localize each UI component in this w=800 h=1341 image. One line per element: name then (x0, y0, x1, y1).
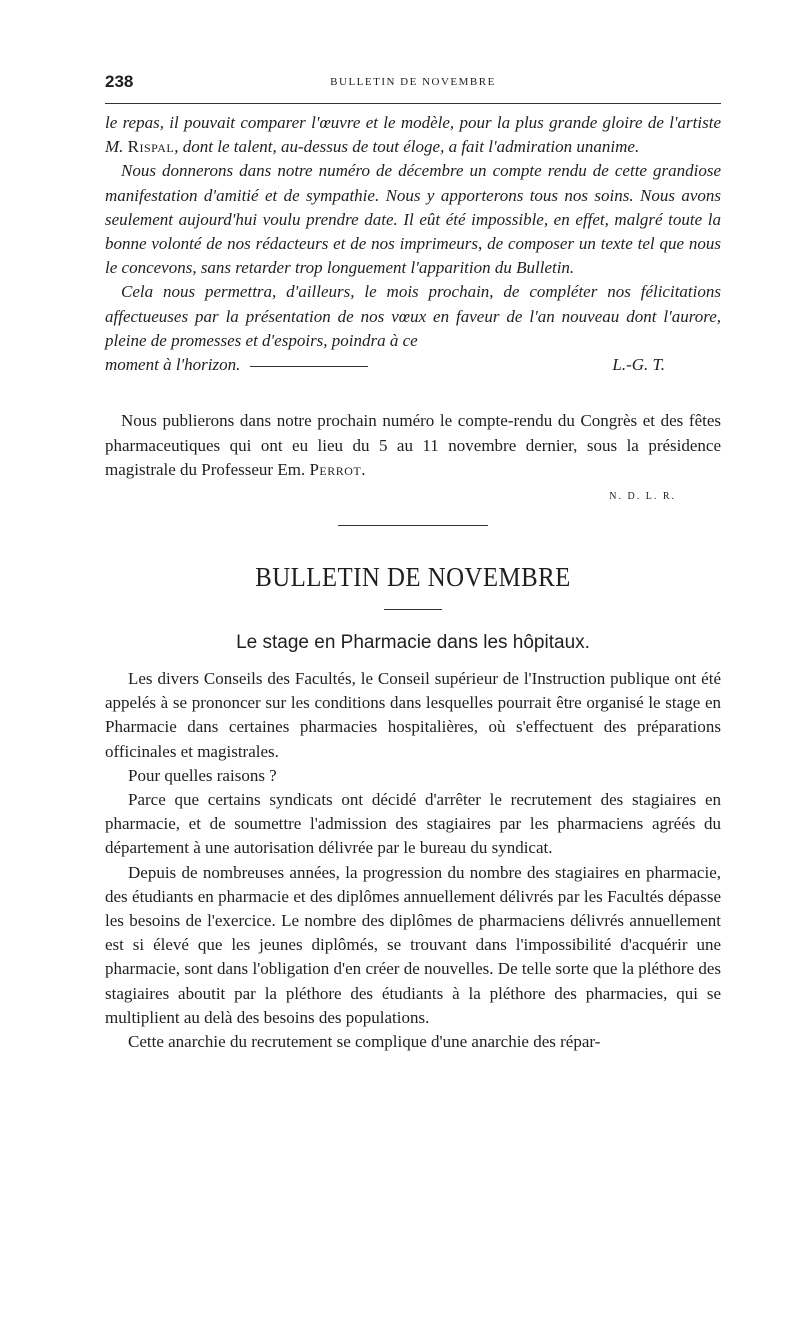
title-rule (384, 609, 442, 610)
editorial-p3-end: moment à l'horizon. (105, 355, 241, 375)
notice-paragraph (105, 409, 721, 483)
main-title: BULLETIN DE NOVEMBRE (255, 562, 571, 593)
article-paragraph: Cette anarchie du recrutement se complique d'une anarchie des répar- (128, 1032, 601, 1052)
article-paragraph: Les divers Conseils des Facultés, le Conseil supérieur de l'Instruction publique ont été appelés à se prononcer sur les conditions dans lesquelles pourrait être organisé le stage en Pharmacie dans certaines pharmacies hospitalières, où s'effectuent des préparations officinales et magistrales. (105, 669, 721, 761)
header-rule (105, 103, 721, 104)
professor-name: Perrot (309, 460, 362, 480)
editorial-p1-text: le repas, il pouvait comparer l'œuvre et le modèle, pour la plus grande gloire de l'artiste M. (105, 113, 721, 157)
editorial-text (105, 111, 721, 377)
editorial-closing-line (105, 353, 721, 377)
article-subtitle: Le stage en Pharmacie dans les hôpitaux. (236, 632, 590, 654)
running-title: BULLETIN DE NOVEMBRE (330, 76, 496, 88)
page-number: 238 (105, 72, 134, 91)
notice-signature: N. D. L. R. (609, 490, 676, 502)
separator-rule (250, 366, 368, 367)
article-paragraph: Parce que certains syndicats ont décidé d'arrêter le recrutement des stagiaires en pharmacie, et de soumettre l'admission des stagiaires par les pharmaciens agréés du département à une autorisation délivrée par le bureau du syndicat. (105, 790, 721, 858)
article-paragraph: Pour quelles raisons ? (128, 765, 277, 785)
editorial-paragraph: Cela nous permettra, d'ailleurs, le mois prochain, de compléter nos félicitations affectueuses par la présentation de nos vœux en faveur de l'an nouveau dont l'aurore, pleine de promesses et d'espoirs, poindra à ce (105, 282, 721, 350)
editorial-paragraph (105, 111, 721, 159)
article-paragraph: Depuis de nombreuses années, la progression du nombre des stagiaires en pharmacie, des étudiants en pharmacie et des diplômes annuellement délivrés par les Facultés dépasse les besoins de l'exercice. Le nombre des diplômes de pharmaciens délivrés annuellement est si élevé que les jeunes diplômés, se trouvant dans l'impossibilité d'acquérir une pharmacie, sont dans l'obligation d'en créer de nouvelles. De telle sorte que la pléthore des stagiaires aboutit par la pléthore des étudiants à la pléthore des pharmacies, qui se multiplient au delà des besoins des populations. (105, 862, 721, 1027)
page (105, 72, 721, 1054)
notice-end: . (361, 460, 366, 480)
notice-text: Nous publierons dans notre prochain numéro le compte-rendu du Congrès et des fêtes pharmaceutiques qui ont eu lieu du 5 au 11 novembre dernier, sous la présidence magistrale du Professeur Em. (105, 411, 721, 480)
editorial-closing-text (105, 353, 368, 377)
running-head (105, 72, 721, 98)
artist-name: Rispal (127, 137, 175, 157)
editorial-p1-rest: , dont le talent, au-dessus de tout éloge, a fait l'admiration unanime. (174, 137, 640, 157)
editor-notice (105, 409, 721, 509)
editorial-paragraph: Nous donnerons dans notre numéro de décembre un compte rendu de cette grandiose manifestation d'amitié et de sympathie. Nous y apporterons tous nos soins. Nous avons seulement aujourd'hui voulu prendre date. Il eût été impossible, en effet, malgré toute la bonne volonté de nos rédacteurs et de nos imprimeurs, de composer un texte tel que nous le concevons, sans retarder trop longuement l'apparition du Bulletin. (105, 161, 721, 278)
article-body (105, 667, 721, 1054)
editorial-signature: L.-G. T. (612, 355, 665, 375)
section-separator (338, 525, 488, 526)
